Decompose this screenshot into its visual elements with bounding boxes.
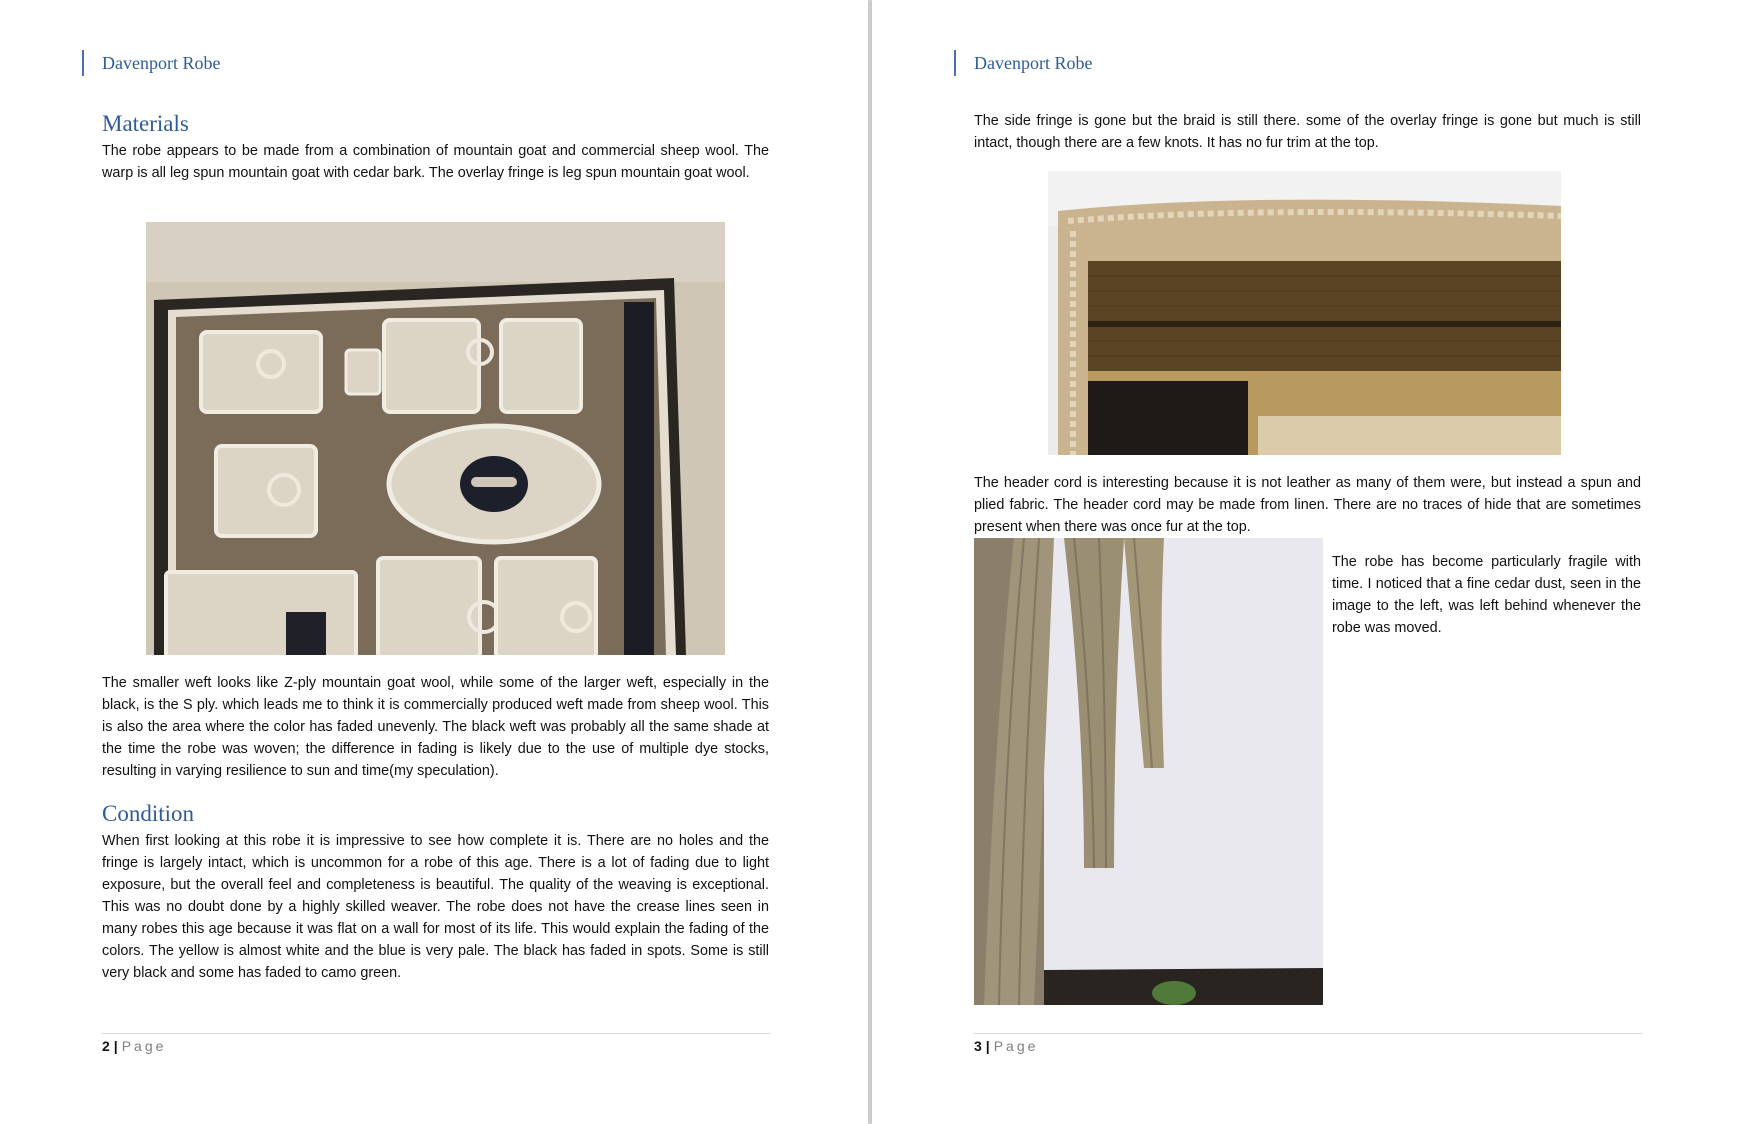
page-header: Davenport Robe: [954, 50, 1092, 76]
fringe-paragraph: The side fringe is gone but the braid is still there. some of the overlay fringe is gone but much is still intact, though there are a few knots. It has no fur trim at the top.: [974, 113, 1641, 151]
footer-rule: [974, 1033, 1642, 1034]
condition-heading: Condition: [102, 801, 195, 826]
robe-design-photo: [146, 222, 725, 655]
header-cord-paragraph: The header cord is interesting because it is not leather as many of them were, but instead a spun and plied fabric. The header cord may be made from linen. There are no traces of hide that are sometimes present when there was once fur at the top.: [974, 475, 1641, 535]
fringe-braid-photo: [1048, 171, 1561, 455]
footer-page-word: Page: [121, 1038, 167, 1054]
footer-page-word: Page: [993, 1038, 1039, 1054]
page-number: 3: [974, 1038, 982, 1054]
materials-paragraph: The robe appears to be made from a combination of mountain goat and commercial sheep wool. The warp is all leg spun mountain goat with cedar bark. The overlay fringe is leg spun mountain goat wool.: [102, 143, 769, 181]
weft-paragraph: The smaller weft looks like Z-ply mountain goat wool, while some of the larger weft, especially in the black, is the S ply. which leads me to think it is commercially produced weft made from sheep wool. This is also the area where the color has faded unevenly. The black weft was probably all the same shade at the time the robe was woven; the difference in fading is likely due to the use of multiple dye stocks, resulting in varying resilience to sun and time(my speculation).: [102, 675, 769, 779]
condition-paragraph: When first looking at this robe it is impressive to see how complete it is. There are no holes and the fringe is largely intact, which is uncommon for a robe of this age. There is a lot of fading due to light exposure, but the overall feel and completeness is beautiful. The quality of the weaving is exceptional. This was no doubt done by a highly skilled weaver. The robe does not have the crease lines seen in many robes this age because it was flat on a wall for most of its life. This would explain the fading of the colors. The yellow is almost white and the blue is very pale. The black has faded in spots. Some is still very black and some has faded to camo green.: [102, 833, 769, 981]
footer-rule: [102, 1033, 770, 1034]
cedar-dust-image: [974, 538, 1323, 1005]
document-page-2: [0, 0, 868, 1124]
fringe-braid-image: [1048, 171, 1561, 455]
footer-separator: |: [985, 1038, 990, 1054]
page-header: Davenport Robe: [82, 50, 220, 76]
page-number: 2: [102, 1038, 110, 1054]
fragile-paragraph: The robe has become particularly fragile with time. I noticed that a fine cedar dust, seen in the image to the left, was left behind whenever the robe was moved.: [1332, 554, 1641, 636]
document-page-3: [872, 0, 1740, 1124]
page-footer: [974, 1037, 1038, 1055]
robe-design-image: [146, 222, 725, 655]
cedar-dust-photo: [974, 538, 1323, 1005]
footer-separator: |: [113, 1038, 118, 1054]
materials-heading: Materials: [102, 111, 189, 136]
page-footer: [102, 1037, 166, 1055]
